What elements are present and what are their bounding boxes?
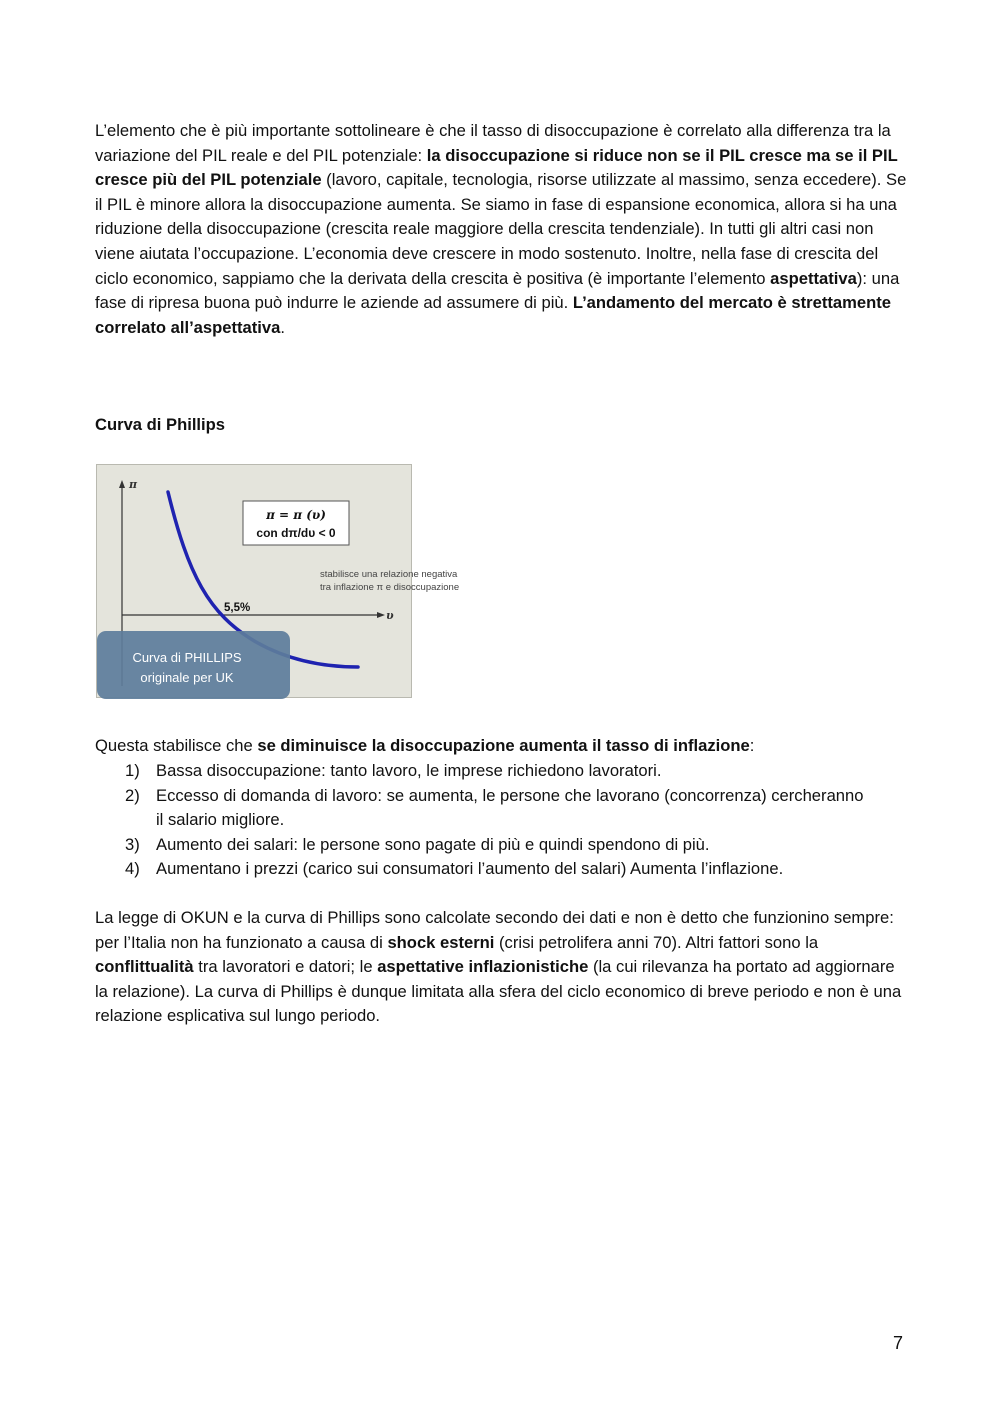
text-span: (lavoro, capitale, tecnologia, risorse utilizzate al massimo, senza eccedere). Se il PIL è minore allora la disoccupazione aumenta. Se siamo in fase di espansione economica, allora si ha una riduzione della disoccupazione (crescita reale maggiore della crescita tendenziale). In tutti gli altri casi non viene aiutata l’occupazione. L’economia deve crescere in modo sostenuto. Inoltre, nella fase di crescita del ciclo economico, sappiamo che la derivata della crescita è positiva (è importante l’elemento xyxy=(95,170,907,288)
list-number: 3) xyxy=(125,834,140,854)
bold-span: conflittualità xyxy=(95,957,194,977)
list-text: Bassa disoccupazione: tanto lavoro, le imprese richiedono lavoratori. xyxy=(156,761,662,780)
text-span: Questa stabilisce che xyxy=(95,736,258,755)
bold-span: aspettative inflazionistiche xyxy=(377,957,589,977)
caption-line2: originale per UK xyxy=(140,670,234,685)
formula-line2: con dπ/dυ < 0 xyxy=(256,526,336,540)
text-span: . xyxy=(280,317,286,337)
list-number: 1) xyxy=(125,761,140,780)
numbered-list xyxy=(95,759,875,882)
paragraph-okun xyxy=(95,119,910,340)
list-text: Aumento dei salari: le persone sono pagate di più e quindi spendono di più. xyxy=(156,834,710,854)
annotation-line1: stabilisce una relazione negativa xyxy=(320,569,458,580)
y-axis-label: π xyxy=(129,478,138,491)
list-item xyxy=(95,857,875,882)
bold-span: aspettativa xyxy=(770,268,857,288)
x-axis-label: υ xyxy=(386,609,394,622)
text-span: La legge di OKUN e la curva di Phillips sono calcolate secondo dei dati e non è detto che funzionino sempre: per l’Italia non ha funzionato a causa di xyxy=(95,908,894,952)
caption-line1: Curva di PHILLIPS xyxy=(132,650,242,665)
page-number: 7 xyxy=(893,1333,904,1353)
text-span: L’elemento che è più importante sottolineare è che il tasso di disoccupazione è correlato alla differenza tra la variazione del PIL reale e del PIL potenziale: xyxy=(95,121,891,165)
text-span: : xyxy=(749,736,755,755)
list-number: 4) xyxy=(125,859,140,879)
bold-span: la disoccupazione si riduce non se il PIL cresce ma se il PIL cresce più del PIL potenziale xyxy=(95,145,898,190)
paragraph-intro-list xyxy=(95,734,910,759)
list-item xyxy=(95,833,875,858)
list-text: Aumentano i prezzi (carico sui consumatori l’aumento del salari) Aumenta l’inflazione. xyxy=(156,859,784,879)
annotation-line2: tra inflazione π e disoccupazione xyxy=(320,582,460,593)
list-text: Eccesso di domanda di lavoro: se aumenta, le persone che lavorano (concorrenza) cercheranno il salario migliore. xyxy=(156,785,864,830)
paragraph-limits xyxy=(95,906,910,1029)
bold-span: se diminuisce la disoccupazione aumenta il tasso di inflazione xyxy=(257,736,750,755)
bold-span: shock esterni xyxy=(387,932,495,952)
text-span: ): una fase di ripresa buona può indurre le aziende ad assumere di più. xyxy=(95,268,900,313)
point-label: 5,5% xyxy=(224,602,251,614)
text-span: (la cui rilevanza ha portato ad aggiornare la relazione). La curva di Phillips è dunque limitata alla sfera del ciclo economico di breve periodo e non è una relazione esplicativa sul lungo periodo. xyxy=(95,957,902,1026)
bold-span: L’andamento del mercato è strettamente correlato all’aspettativa xyxy=(95,293,891,337)
text-span: (crisi petrolifera anni 70). Altri fattori sono la xyxy=(494,932,819,952)
text-span: tra lavoratori e datori; le xyxy=(193,957,378,977)
section-heading: Curva di Phillips xyxy=(95,415,226,434)
caption-box xyxy=(97,631,290,699)
list-item xyxy=(95,784,875,833)
list-item xyxy=(95,759,875,784)
phillips-curve-figure xyxy=(96,464,476,700)
list-number: 2) xyxy=(125,785,140,805)
formula-line1: π = π (υ) xyxy=(266,508,326,522)
